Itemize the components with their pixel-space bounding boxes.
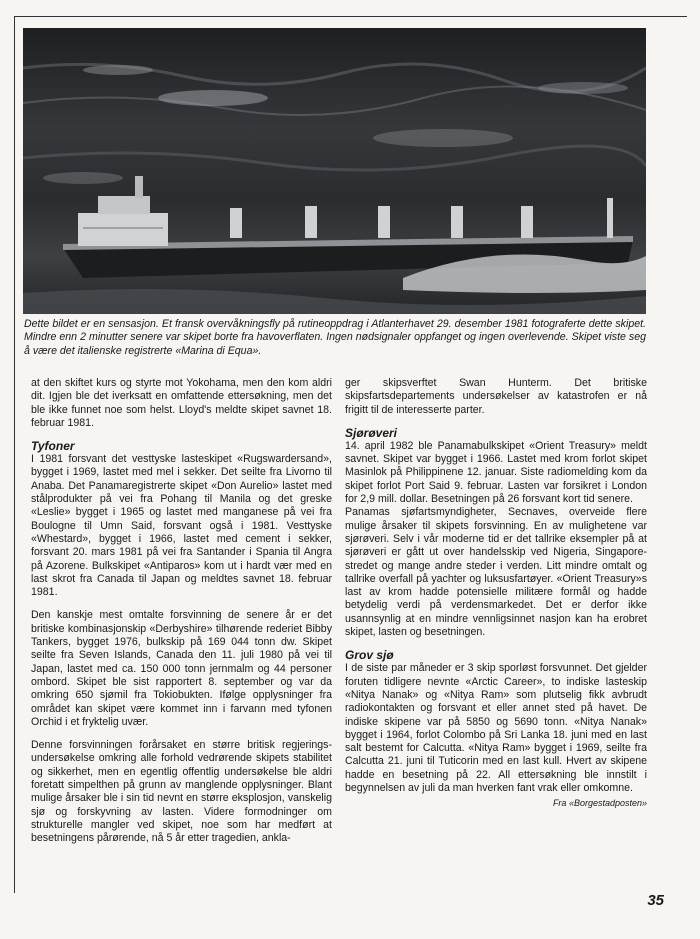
left-column <box>31 377 332 856</box>
ship-photo-illustration <box>23 28 646 314</box>
paragraph: 14. april 1982 ble Panamabulkskipet «Orient Treasury» meldt savnet. Skipet var bygget i 1966. Lastet med krom forlot skipet Masinlok på Philippinene 12. januar. Siste radiomelding kom da skipet forlot Port Said 9. februar. Lasten var forsikret i London for 2,9 mill. dollar. Besetningen på 26 forsvant kort tid senere. <box>345 439 647 506</box>
paragraph: Denne forsvinningen forårsaket en større britisk regjerings-undersøkelse omkring alle forhold vedrørende skipets stabilitet og sikkerhet, men en egentlig offentlig undersøkelse ble aldri foretatt simpelthen på grunn av manglende opplysninger. Blant mulige årsaker ble i sin tid nevnt en større eksplosjon, vanskelig sjø og forskyvning av lasten. Videre formodninger om strukturelle mangler ved skipet, noe som har medført at besetningens pårørende, nå 5 år etter tragedien, ankla- <box>31 739 332 845</box>
page-number: 35 <box>647 892 664 909</box>
paragraph: Den kanskje mest omtalte forsvinning de senere år er det britiske kombinasjonskip «Derbyshire» tilhørende rederiet Bibby Tankers, bygget 1976, bulkskip på 169 044 tonn dw. Skipet seilte fra Seven Islands, Canada den 11. juli 1980 på vei til Japan, lastet med ca. 150 000 tonn jernmalm og 44 personer ombord. Skipet ble sist rapportert 8. september og var da omkring 650 sjømil fra Tokiobukten. Ifølge opplysninger fra området kan skipet være kommet inn i farvann med tyfonen Orchid i et fryktelig uvær. <box>31 609 332 728</box>
paragraph: ger skipsverftet Swan Hunterm. Det britiske skipsfartsdepartements undersøkelser av katastrofen er nå frigitt til de interesserte parter. <box>345 377 647 416</box>
paragraph: I 1981 forsvant det vesttyske lasteskipet «Rugswardersand», bygget i 1969, lastet med mel i sekker. Det seilte fra Livorno til Anaba. Det Panamaregistrerte skipet «Don Aurelio» lastet med stålprodukter på vei fra Pohang til Manila og det greske «Leslie» bygget i 1965 og lastet med manganese på vei fra Boulogne til Umn Said, forsvant også i 1981. Vesttyske «Whestard», bygget i 1966, lastet med cement i sekker, forsvant 20. mars 1981 på vei fra Santander i Spania til Angra på Azorene. Bulkskipet «Antiparos» kom ut i hardt vær med en last skrot fra Canada til Japan og meldtes savnet 18. februar 1981. <box>31 453 332 599</box>
source-credit: Fra «Borgestadposten» <box>552 798 647 809</box>
right-column <box>345 377 647 811</box>
section-heading-tyfoner: Tyfoner <box>31 439 75 454</box>
photo-caption: Dette bildet er en sensasjon. Et fransk overvåkningsfly på rutineoppdrag i Atlanterhavet 29. desember 1981 fotograferte dette skipet. Mindre enn 2 minutter senere var skipet borte fra havoverflaten. Ingen nødsignaler oppfanget og ingen overlevende. Skipet viste seg å være det italienske registrerte «Marina di Equa». <box>24 318 646 357</box>
paragraph: at den skiftet kurs og styrte mot Yokohama, men den kom aldri dit. Igjen ble det iverksatt en omfattende ettersøkning, men det ble ikke funnet noe som helst. Lloyd's meldte skipet savnet 18. februar 1981. <box>31 377 332 429</box>
paragraph: I de siste par måneder er 3 skip sporløst forsvunnet. Det gjelder foruten tidligere nevnte «Arctic Career», to indiske lasteskip «Nitya Nanak» og «Nitya Ram» som plutselig fikk avbrudt radiokontakten og forsvant et eller annet sted på havet. De indiske skipene var på 5850 og 5690 tonn. «Nitya Nanak» bygget i 1964, forlot Colombo på Sri Lanka 18. juni med en last salt bestemt for Calcutta. «Nitya Ram» bygget i 1969, seilte fra Calcutta 21. juni til Tuticorin med en last kull. Hvert av skipene hadde en besetning på 22. All ettersøkning ble innstilt i begynnelsen av juli da man hverken fant vrak eller omkomne. <box>345 662 647 795</box>
section-heading-sjoroveri: Sjørøveri <box>345 425 398 440</box>
section-heading-grov-sjo: Grov sjø <box>345 648 394 663</box>
paragraph: Panamas sjøfartsmyndigheter, Secnaves, overveide flere mulige årsaker til skipets forsvinning. En av mulighetene var sjørøveri. Selv i vår moderne tid er det tallrike eksempler på at sjørøveri er gått ut over handelsskip ved Nigeria, Singapore-stredet og mange andre steder i verden. Litt mindre omtalt og tallrike overfall på yachter og luksusfartøyer. «Orient Treasury»s last av krom hadde potensielle militære formål og hadde betydelig verdi på verdensmarkedet. Det er derfor ikke usannsynlig at en mindre vennligsinnet nasjon kan ha erobret skipet, lasten og besetningen. <box>345 506 647 639</box>
ship-photo <box>23 28 646 314</box>
